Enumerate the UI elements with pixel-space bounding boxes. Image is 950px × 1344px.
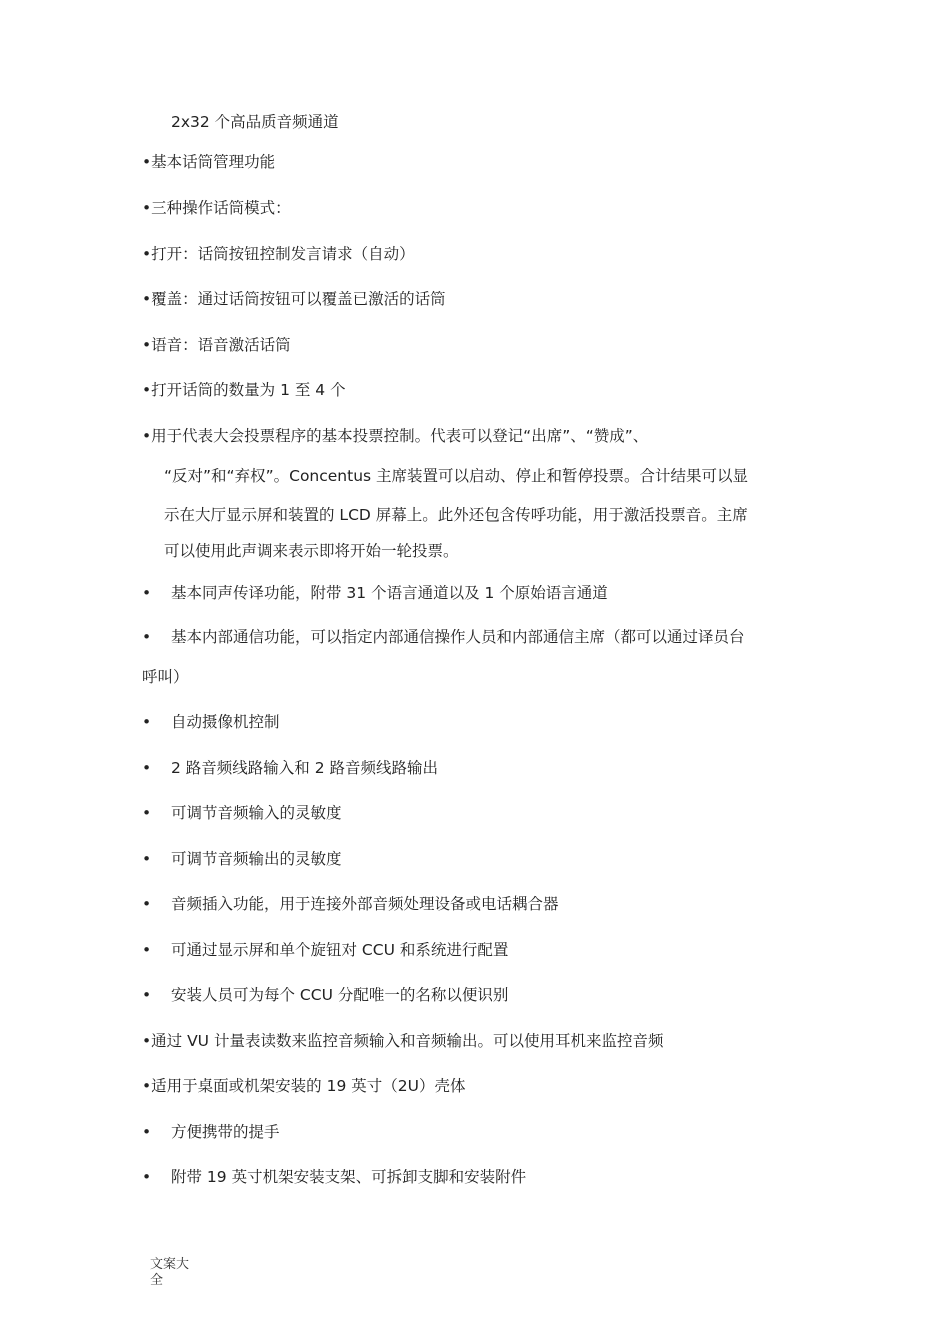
bullet-item-6: •语音：语音激活话筒 — [142, 336, 291, 354]
bullet-item-21: • 安装人员可为每个 CCU 分配唯一的名称以便识别 — [142, 986, 509, 1004]
bullet-item-12: • 基本同声传译功能，附带 31 个语言通道以及 1 个原始语言通道 — [142, 584, 608, 602]
bullet-item-13: • 基本内部通信功能，可以指定内部通信操作人员和内部通信主席（都可以通过译员台 — [142, 628, 745, 646]
bullet-item-3: •三种操作话筒模式： — [142, 199, 291, 217]
bullet-item-8: •用于代表大会投票程序的基本投票控制。代表可以登记“出席”、“赞成”、 — [142, 427, 649, 445]
continuation-line-11: 可以使用此声调来表示即将开始一轮投票。 — [164, 542, 459, 560]
continuation-line-10: 示在大厅显示屏和装置的 LCD 屏幕上。此外还包含传呼功能，用于激活投票音。主席 — [164, 506, 748, 524]
continuation-line-9: “反对”和“弃权”。Concentus 主席装置可以启动、停止和暂停投票。合计结果可以显 — [164, 467, 749, 485]
continuation-line-14: 呼叫） — [142, 668, 189, 686]
bullet-item-18: • 可调节音频输出的灵敏度 — [142, 850, 342, 868]
bullet-item-20: • 可通过显示屏和单个旋钮对 CCU 和系统进行配置 — [142, 941, 509, 959]
bullet-item-24: • 方便携带的提手 — [142, 1123, 280, 1141]
bullet-item-23: •适用于桌面或机架安装的 19 英寸（2U）壳体 — [142, 1077, 466, 1095]
bullet-item-19: • 音频插入功能，用于连接外部音频处理设备或电话耦合器 — [142, 895, 559, 913]
bullet-item-7: •打开话筒的数量为 1 至 4 个 — [142, 381, 346, 399]
bullet-item-2: •基本话筒管理功能 — [142, 153, 276, 171]
bullet-item-15: • 自动摄像机控制 — [142, 713, 280, 731]
text-line-1: 2x32 个高品质音频通道 — [171, 113, 339, 131]
bullet-item-4: •打开：话筒按钮控制发言请求（自动） — [142, 245, 415, 263]
bullet-item-5: •覆盖：通过话筒按钮可以覆盖已激活的话筒 — [142, 290, 446, 308]
bullet-item-16: • 2 路音频线路输入和 2 路音频线路输出 — [142, 759, 439, 777]
footer-label: 文案大全 — [150, 1257, 190, 1288]
bullet-item-17: • 可调节音频输入的灵敏度 — [142, 804, 342, 822]
bullet-item-22: •通过 VU 计量表读数来监控音频输入和音频输出。可以使用耳机来监控音频 — [142, 1032, 664, 1050]
bullet-item-25: • 附带 19 英寸机架安装支架、可拆卸支脚和安装附件 — [142, 1168, 527, 1186]
